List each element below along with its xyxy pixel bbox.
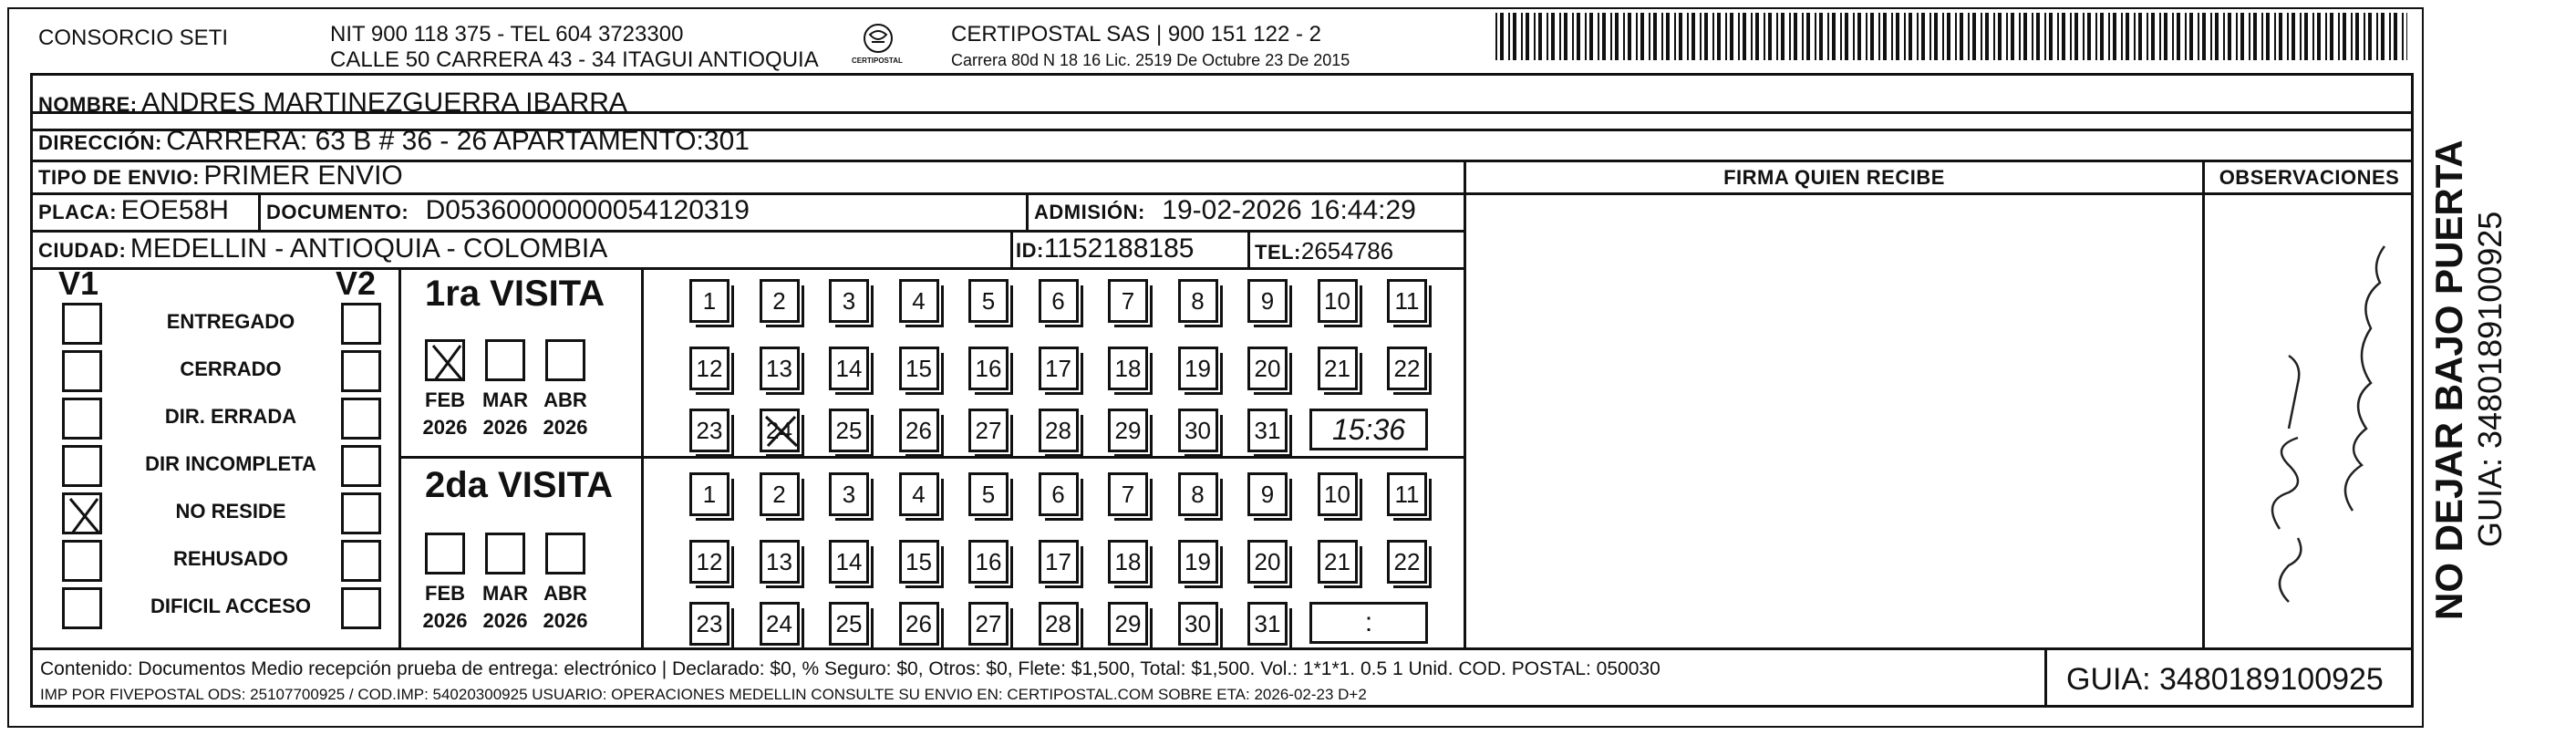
barcode-bar — [1674, 13, 1676, 60]
barcode-bar — [1832, 13, 1836, 60]
v1-checkbox[interactable] — [62, 587, 102, 629]
month-year: 2026 — [482, 609, 528, 632]
month-label — [533, 387, 597, 441]
barcode-bar — [1538, 13, 1542, 60]
barcode-bar — [1968, 13, 1970, 60]
day-box[interactable]: 15 — [899, 540, 939, 584]
barcode-bar — [2121, 13, 2123, 60]
day-box[interactable]: 22 — [1387, 540, 1427, 584]
month-name: ABR — [543, 582, 587, 605]
tipo-row — [38, 160, 403, 192]
day-box[interactable]: 3 — [829, 279, 869, 323]
day-box[interactable]: 26 — [899, 409, 939, 452]
barcode-bar — [1845, 13, 1848, 60]
barcode-bar — [1704, 13, 1708, 60]
barcode-bar — [1666, 13, 1670, 60]
day-box[interactable]: 18 — [1108, 540, 1148, 584]
status-label: CERRADO — [180, 357, 282, 380]
barcode-bar — [2279, 13, 2282, 60]
placa-label: PLACA: — [38, 201, 118, 223]
barcode-bar — [2019, 13, 2021, 60]
day-box[interactable]: 13 — [760, 347, 800, 390]
day-box[interactable]: 27 — [968, 409, 1009, 452]
v1-checkbox[interactable] — [62, 350, 102, 392]
barcode-bar — [1840, 13, 1842, 60]
barcode-bar — [1819, 13, 1823, 60]
barcode-bar — [1500, 13, 1504, 60]
barcode-bar — [2023, 13, 2027, 60]
barcode-bar — [1768, 13, 1772, 60]
day-box[interactable]: 17 — [1039, 347, 1079, 390]
barcode-bar — [1610, 13, 1612, 60]
barcode-bar — [1853, 13, 1855, 60]
barcode-bar — [2261, 13, 2263, 60]
barcode-bar — [2249, 13, 2250, 60]
barcode-bar — [1640, 13, 1644, 60]
barcode-bar — [1513, 13, 1516, 60]
barcode-bar — [1929, 13, 1931, 60]
month-year: 2026 — [543, 609, 588, 632]
status-label: DIFICIL ACCESO — [150, 595, 311, 617]
day-box[interactable]: 8 — [1178, 279, 1218, 323]
month-label — [473, 580, 537, 635]
barcode-bar — [2062, 13, 2065, 60]
month-checkbox[interactable] — [425, 339, 465, 381]
v1-label: V1 — [58, 264, 99, 302]
barcode-bar — [2138, 13, 2142, 60]
day-box[interactable]: 26 — [899, 602, 939, 646]
day-box[interactable]: 16 — [968, 347, 1009, 390]
barcode-bar — [1559, 13, 1561, 60]
day-box[interactable]: 21 — [1318, 540, 1358, 584]
barcode-bar — [2006, 13, 2008, 60]
day-box[interactable]: 10 — [1318, 279, 1358, 323]
barcode-bar — [1547, 13, 1548, 60]
barcode-bar — [1806, 13, 1810, 60]
day-box[interactable]: 29 — [1108, 409, 1148, 452]
day-box[interactable]: 6 — [1039, 472, 1079, 516]
month-name: MAR — [481, 388, 529, 411]
barcode-bar — [1896, 13, 1899, 60]
direccion-label: DIRECCIÓN: — [38, 131, 162, 154]
v1-checkbox[interactable] — [62, 445, 102, 487]
month-label — [413, 387, 477, 441]
ciudad-row — [38, 233, 607, 264]
day-box[interactable]: 8 — [1178, 472, 1218, 516]
v2-label: V2 — [336, 264, 377, 302]
barcode-bar — [1972, 13, 1976, 60]
admision-value: 19-02-2026 16:44:29 — [1162, 195, 1416, 225]
barcode-bar — [1743, 13, 1746, 60]
day-box[interactable]: 19 — [1178, 347, 1218, 390]
footer-imp: IMP POR FIVEPOSTAL ODS: 25107700925 / COD.IMP: 54020300925 USUARIO: OPERACIONES MEDELLIN CONSULTE SU ENVIO EN: CERTIPOSTAL.COM SOBRE ETA: 2026-02-23 D+2 — [40, 686, 1367, 703]
barcode-bar — [1947, 13, 1950, 60]
nombre-row — [38, 88, 627, 119]
month-name: FEB — [425, 582, 465, 605]
side-guia: GUIA: 3480189100925 — [2471, 211, 2509, 547]
v1-checkbox[interactable] — [62, 540, 102, 582]
day-box[interactable]: 1 — [689, 472, 729, 516]
day-box[interactable]: 28 — [1039, 409, 1079, 452]
month-year: 2026 — [422, 609, 468, 632]
address-line: CALLE 50 CARRERA 43 - 34 ITAGUI ANTIOQUIA — [330, 47, 819, 72]
day-box[interactable]: 18 — [1108, 347, 1148, 390]
barcode-bar — [2287, 13, 2289, 60]
month-label — [413, 580, 477, 635]
barcode-bar — [1649, 13, 1650, 60]
tel-value: 2654786 — [1300, 237, 1394, 264]
documento-row — [266, 195, 750, 226]
barcode-bar — [1679, 13, 1682, 60]
barcode-bar — [1589, 13, 1593, 60]
barcode-bar — [2185, 13, 2187, 60]
barcode-bar — [1717, 13, 1721, 60]
barcode-bar — [1998, 13, 2002, 60]
day-box[interactable]: 25 — [829, 409, 869, 452]
barcode-bar — [2049, 13, 2053, 60]
barcode-bar — [2223, 13, 2225, 60]
day-box[interactable]: 11 — [1387, 279, 1427, 323]
barcode-bar — [2210, 13, 2212, 60]
barcode-bar — [1577, 13, 1580, 60]
barcode-bar — [2228, 13, 2231, 60]
license-line: Carrera 80d N 18 16 Lic. 2519 De Octubre 23 De 2015 — [951, 51, 1350, 69]
month-label — [533, 580, 597, 635]
barcode-bar — [1623, 13, 1625, 60]
day-box[interactable]: 9 — [1247, 279, 1288, 323]
visit1-title: 1ra VISITA — [425, 274, 605, 314]
day-box[interactable]: 20 — [1247, 347, 1288, 390]
certipostal-logo — [852, 20, 903, 73]
barcode-bar — [2164, 13, 2167, 60]
day-box[interactable]: 13 — [760, 540, 800, 584]
barcode-bar — [1870, 13, 1874, 60]
barcode-bar — [2134, 13, 2136, 60]
day-box[interactable]: 24 — [760, 602, 800, 646]
barcode-bar — [2325, 13, 2327, 60]
barcode-bar — [2032, 13, 2033, 60]
day-box[interactable]: 31 — [1247, 409, 1288, 452]
barcode-bar — [1993, 13, 1995, 60]
barcode-bar — [2108, 13, 2110, 60]
placa-row — [38, 195, 229, 226]
barcode-bar — [2159, 13, 2161, 60]
barcode-bar — [1700, 13, 1702, 60]
barcode-bar — [1551, 13, 1555, 60]
day-box[interactable]: 3 — [829, 472, 869, 516]
barcode-bar — [1857, 13, 1861, 60]
barcode-bar — [2011, 13, 2014, 60]
id-row — [1016, 233, 1194, 264]
placa-value: EOE58H — [120, 195, 229, 225]
barcode-bar — [2312, 13, 2314, 60]
barcode-bar — [2368, 13, 2372, 60]
barcode-bar — [1960, 13, 1963, 60]
documento-value: D05360000000054120319 — [425, 195, 750, 225]
day-box[interactable]: 12 — [689, 347, 729, 390]
barcode — [1495, 13, 2407, 60]
barcode-bar — [2343, 13, 2346, 60]
barcode-bar — [1628, 13, 1631, 60]
barcode-bar — [2044, 13, 2046, 60]
barcode-bar — [2202, 13, 2206, 60]
barcode-bar — [1687, 13, 1689, 60]
barcode-bar — [2402, 13, 2404, 60]
barcode-bar — [2087, 13, 2091, 60]
nombre-label: NOMBRE: — [38, 93, 138, 116]
day-box[interactable]: 25 — [829, 602, 869, 646]
month-checkbox[interactable] — [485, 533, 525, 575]
day-box[interactable]: 16 — [968, 540, 1009, 584]
day-box[interactable]: 27 — [968, 602, 1009, 646]
barcode-bar — [1755, 13, 1759, 60]
status-label: NO RESIDE — [175, 500, 286, 523]
month-year: 2026 — [422, 416, 468, 439]
day-box[interactable]: 5 — [968, 279, 1009, 323]
barcode-bar — [2036, 13, 2040, 60]
status-label: ENTREGADO — [166, 310, 295, 333]
barcode-bar — [1985, 13, 1989, 60]
day-box[interactable]: 11 — [1387, 472, 1427, 516]
barcode-bar — [1725, 13, 1727, 60]
v1-checkbox[interactable] — [62, 398, 102, 440]
firma-label: FIRMA QUIEN RECIBE — [1723, 166, 1945, 189]
day-box[interactable]: 24 — [760, 409, 800, 452]
barcode-bar — [1636, 13, 1638, 60]
barcode-bar — [2236, 13, 2238, 60]
day-box[interactable]: 17 — [1039, 540, 1079, 584]
month-checkbox[interactable] — [425, 533, 465, 575]
direccion-value: CARRERA: 63 B # 36 - 26 APARTAMENTO:301 — [166, 126, 750, 156]
nit-line: NIT 900 118 375 - TEL 604 3723300 — [330, 22, 684, 47]
documento-label: DOCUMENTO: — [266, 201, 409, 223]
month-year: 2026 — [482, 416, 528, 439]
visit2-title: 2da VISITA — [425, 465, 613, 505]
barcode-bar — [1781, 13, 1785, 60]
admision-row — [1034, 195, 1416, 226]
day-box[interactable]: 2 — [760, 472, 800, 516]
month-checkbox[interactable] — [545, 533, 585, 575]
barcode-bar — [2189, 13, 2193, 60]
barcode-bar — [2304, 13, 2308, 60]
status-label: DIR INCOMPLETA — [145, 452, 316, 475]
day-box[interactable]: 20 — [1247, 540, 1288, 584]
tipo-value: PRIMER ENVIO — [203, 160, 403, 191]
tel-label: TEL: — [1255, 241, 1301, 264]
barcode-bar — [2100, 13, 2104, 60]
barcode-bar — [1495, 13, 1497, 60]
day-box[interactable]: 29 — [1108, 602, 1148, 646]
day-box[interactable]: 23 — [689, 409, 729, 452]
barcode-bar — [1878, 13, 1880, 60]
day-box[interactable]: 23 — [689, 602, 729, 646]
barcode-bar — [1534, 13, 1536, 60]
month-name: ABR — [543, 388, 587, 411]
status-label: DIR. ERRADA — [164, 405, 297, 428]
certipostal-line: CERTIPOSTAL SAS | 900 151 122 - 2 — [951, 22, 1321, 47]
ciudad-label: CIUDAD: — [38, 239, 127, 262]
day-box[interactable]: 1 — [689, 279, 729, 323]
barcode-bar — [2376, 13, 2378, 60]
barcode-bar — [1883, 13, 1887, 60]
day-box[interactable]: 30 — [1178, 409, 1218, 452]
barcode-bar — [1909, 13, 1912, 60]
side-warning: NO DEJAR BAJO PUERTA — [2427, 140, 2470, 620]
barcode-bar — [2389, 13, 2391, 60]
barcode-bar — [1602, 13, 1606, 60]
barcode-bar — [1866, 13, 1867, 60]
barcode-bar — [2151, 13, 2155, 60]
barcode-bar — [2147, 13, 2148, 60]
barcode-bar — [1730, 13, 1733, 60]
day-box[interactable]: 9 — [1247, 472, 1288, 516]
barcode-bar — [1661, 13, 1663, 60]
month-name: MAR — [481, 582, 529, 605]
barcode-bar — [1789, 13, 1791, 60]
barcode-bar — [2095, 13, 2097, 60]
day-box[interactable]: 30 — [1178, 602, 1218, 646]
barcode-bar — [1921, 13, 1925, 60]
day-box[interactable]: 14 — [829, 540, 869, 584]
barcode-bar — [1827, 13, 1829, 60]
barcode-bar — [2317, 13, 2321, 60]
day-box[interactable]: 4 — [899, 472, 939, 516]
barcode-bar — [1891, 13, 1893, 60]
footer-contenido: Contenido: Documentos Medio recepción prueba de entrega: electrónico | Declarado: $0, % Seguro: $0, Otros: $0, Flete: $1,500, Total: $1,500. Vol.: 1*1*1. 0.5 1 Unid. COD. POSTAL: 050030 — [40, 658, 1660, 679]
barcode-bar — [2240, 13, 2244, 60]
barcode-bar — [2177, 13, 2180, 60]
barcode-bar — [1904, 13, 1906, 60]
day-box[interactable]: 28 — [1039, 602, 1079, 646]
barcode-bar — [2351, 13, 2353, 60]
time-box[interactable]: : — [1309, 602, 1428, 644]
barcode-bar — [2266, 13, 2270, 60]
barcode-bar — [1815, 13, 1816, 60]
barcode-bar — [2215, 13, 2219, 60]
barcode-bar — [1526, 13, 1529, 60]
v1-checkbox[interactable] — [62, 492, 102, 534]
month-checkbox[interactable] — [545, 339, 585, 381]
barcode-bar — [1521, 13, 1523, 60]
barcode-bar — [1751, 13, 1753, 60]
barcode-bar — [2338, 13, 2340, 60]
barcode-bar — [2113, 13, 2116, 60]
time-box[interactable]: 15:36 — [1309, 409, 1428, 450]
observaciones-label: OBSERVACIONES — [2219, 166, 2400, 189]
barcode-bar — [2406, 13, 2407, 60]
barcode-bar — [1572, 13, 1574, 60]
ciudad-value: MEDELLIN - ANTIOQUIA - COLOMBIA — [129, 233, 608, 264]
day-box[interactable]: 19 — [1178, 540, 1218, 584]
barcode-bar — [2330, 13, 2333, 60]
barcode-bar — [1691, 13, 1695, 60]
barcode-bar — [2057, 13, 2059, 60]
barcode-bar — [2355, 13, 2359, 60]
barcode-bar — [2172, 13, 2174, 60]
day-box[interactable]: 2 — [760, 279, 800, 323]
barcode-bar — [1764, 13, 1765, 60]
barcode-bar — [1585, 13, 1587, 60]
id-label: ID: — [1016, 239, 1044, 262]
barcode-bar — [2300, 13, 2302, 60]
barcode-bar — [2274, 13, 2276, 60]
day-box[interactable]: 7 — [1108, 472, 1148, 516]
month-year: 2026 — [543, 416, 588, 439]
day-box[interactable]: 7 — [1108, 279, 1148, 323]
barcode-bar — [1794, 13, 1797, 60]
observaciones-handwriting — [2234, 219, 2398, 620]
barcode-bar — [1934, 13, 1938, 60]
barcode-bar — [1942, 13, 1944, 60]
barcode-bar — [1508, 13, 1510, 60]
admision-label: ADMISIÓN: — [1034, 201, 1145, 223]
day-box[interactable]: 21 — [1318, 347, 1358, 390]
id-value: 1152188185 — [1043, 233, 1195, 264]
company-name: CONSORCIO SETI — [38, 26, 229, 50]
status-label: REHUSADO — [173, 547, 288, 570]
barcode-bar — [1564, 13, 1567, 60]
logo-text: CERTIPOSTAL — [852, 57, 903, 65]
day-box[interactable]: 22 — [1387, 347, 1427, 390]
barcode-bar — [2394, 13, 2397, 60]
day-box[interactable]: 14 — [829, 347, 869, 390]
day-box[interactable]: 15 — [899, 347, 939, 390]
barcode-bar — [1653, 13, 1657, 60]
footer-guia: GUIA: 3480189100925 — [2066, 662, 2384, 697]
tipo-label: TIPO DE ENVIO: — [38, 166, 200, 189]
barcode-bar — [1738, 13, 1740, 60]
barcode-bar — [1776, 13, 1778, 60]
barcode-bar — [2070, 13, 2072, 60]
barcode-bar — [1955, 13, 1957, 60]
day-box[interactable]: 4 — [899, 279, 939, 323]
month-label — [473, 387, 537, 441]
day-box[interactable]: 6 — [1039, 279, 1079, 323]
month-name: FEB — [425, 388, 465, 411]
barcode-bar — [2126, 13, 2129, 60]
day-box[interactable]: 12 — [689, 540, 729, 584]
barcode-bar — [2292, 13, 2295, 60]
barcode-bar — [2381, 13, 2385, 60]
barcode-bar — [2074, 13, 2078, 60]
tel-row — [1255, 237, 1393, 265]
v1-checkbox[interactable] — [62, 303, 102, 345]
barcode-bar — [1615, 13, 1619, 60]
barcode-bar — [1598, 13, 1599, 60]
direccion-row — [38, 126, 750, 157]
barcode-bar — [2253, 13, 2257, 60]
barcode-bar — [1917, 13, 1919, 60]
barcode-bar — [1981, 13, 1982, 60]
day-box[interactable]: 31 — [1247, 602, 1288, 646]
month-checkbox[interactable] — [485, 339, 525, 381]
barcode-bar — [1802, 13, 1804, 60]
barcode-bar — [1712, 13, 1714, 60]
day-box[interactable]: 10 — [1318, 472, 1358, 516]
day-box[interactable]: 5 — [968, 472, 1009, 516]
barcode-bar — [2364, 13, 2365, 60]
nombre-value: ANDRES MARTINEZGUERRA IBARRA — [141, 88, 627, 118]
barcode-bar — [2198, 13, 2199, 60]
barcode-bar — [2083, 13, 2085, 60]
